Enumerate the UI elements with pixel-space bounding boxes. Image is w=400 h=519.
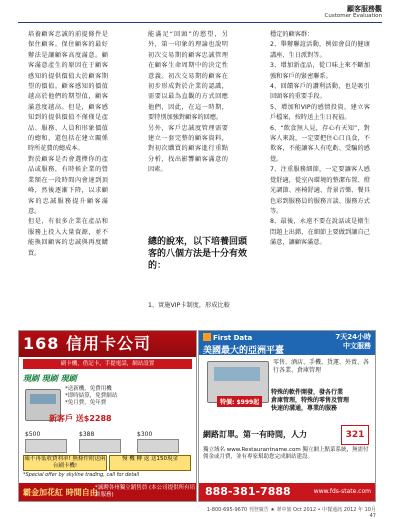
number-badge: 321 — [341, 425, 369, 445]
ad-headline: 網路訂單。第一有時間，人力 — [203, 430, 307, 439]
product-image-icon — [79, 439, 121, 453]
article-column-middle — [148, 30, 228, 176]
logo-mark-icon — [203, 333, 211, 341]
credit-card-ad — [18, 330, 197, 502]
product-price: $300 — [137, 431, 153, 438]
phone-number[interactable]: 888-381-7888 — [205, 485, 291, 498]
service-hours — [335, 333, 371, 351]
ad-footer-left: 霸金加花紅 時間自由 — [23, 488, 98, 497]
hours-line: 中文服務 — [343, 342, 371, 350]
list-item: 快速的溝通，專業的服務 — [271, 405, 338, 412]
ad-services: 刷卡機，借記卡，手提電話，網站設置 — [23, 359, 192, 369]
paragraph: 穩定的顧客群： — [270, 31, 314, 38]
list-item: *免月費，免年費 — [65, 400, 107, 406]
brand-logo — [203, 333, 252, 342]
first-data-ad — [198, 330, 376, 502]
section-title-en: Customer Evaluation — [324, 13, 382, 19]
website-link[interactable]: www.fds-state.com — [313, 488, 371, 495]
promo-box: 確不再低收費利率! 無條件附送兩台刷卡機! — [24, 456, 106, 469]
list-item: *即時結算，免費網站 — [65, 393, 118, 399]
hours-line: 7天24小時 — [335, 333, 371, 341]
list-item: 5、增加和VIP的感情投資，建立客戶檔案，按時送上生日祝福。 — [270, 103, 370, 122]
ad-bullets — [65, 386, 117, 407]
list-item: 6、“飲食無人見，存心有天知”，對客人來說，一定要把住心口良食，不欺客，不能讓客人有吃虧、受騙的感覺。 — [270, 124, 370, 163]
paragraph: 1、實施VIP卡制度，形成比較 — [148, 302, 230, 309]
paragraph: 另外，客戶忠誠度管理需要建立一套完整的顧客資料，對初次購買的顧客進行重點分析，找出影響顧客滿意的因素。 — [148, 124, 228, 174]
offer-label: 新客戶 — [49, 414, 73, 423]
list-item: 8、最後，永遠不要在說話或是衛生問題上出錯，在細節上要做到讓自己滿意，讓顧客滿意。 — [270, 218, 370, 247]
list-item: 2、舉辦聯誼活動，例如會員的健康講座、生日派對等。 — [270, 41, 370, 59]
article-column-left — [28, 30, 108, 259]
ad-footer — [19, 483, 196, 501]
new-customer-offer — [49, 413, 112, 424]
paragraph: 培養顧客忠誠的前提條件是保住顧客。保住顧客的最好辦法是讓顧客高度滿意。顧客滿意產生的原因在于顧客感知的提供價值大於顧客期望的價值。顧客感知的價值越高於他們的期望值，顧客滿意度越高。但是，顧客感知到的提供價值不僅僅是產品、服務、人員和形象價值的總和，還包括在建立關係時所花費的總成本。 — [28, 31, 108, 153]
price-badge: 特價: $999起 — [217, 396, 262, 407]
product-image-icon — [25, 439, 67, 453]
ad-title: 168 信用卡公司 — [23, 334, 151, 353]
ad-services: 零售、酒店、手機、貨運、外賣、各行各業、倉庫管理 — [273, 359, 370, 374]
product-image-icon — [137, 439, 179, 453]
ad-slogan: 美國最大的亞洲平臺 — [203, 346, 285, 356]
paragraph: 對於顧客是否會選擇你的產品或服務，有時候企業的營業額在一段時間內會達到頂峰，然後逐漸下降，以求顧客的忠誠服務提升顧客滿意。 — [28, 155, 108, 215]
list-item: *送新機，免費用機 — [65, 386, 112, 392]
paragraph: 能滿足“回頭”的慾望，另外，第一印象的理論也說明初次交易期的顧客忠誠管理在顧客生命周期中的決定性意義。初次交易期的顧客在初步形成對於企業的認識，需要以最為直觀的方式回應他們，因此，在這一時期，要特別加強對顧客的回應。 — [148, 31, 228, 122]
list-item: 7、注重服務細節，一定要讓客人感覺舒適，從室內環境的整潔布置、燈光調節、座椅舒適、背景音樂、餐具色彩到服務員的服務言談、服務方式等。 — [270, 166, 370, 215]
ad-footer — [199, 483, 375, 501]
product-price: $388 — [79, 431, 95, 438]
brand-name: First Data — [213, 334, 253, 342]
product-price: $500 — [25, 431, 41, 438]
header-rule — [18, 22, 382, 23]
list-item: 倉庫管理，特殊的零售及管理 — [271, 397, 350, 404]
article-column-right — [270, 30, 370, 249]
list-item: 4、回饋客戶的讚利活動，也是吸引回頭客的重要手段。 — [270, 83, 370, 101]
pull-quote: 總的說來，以下培養回頭客的八個方法是十分有效的： — [148, 237, 248, 271]
ad-body: 獨立域名 www.Restaurantname.com 獨立網上點菜系統，無需付佣金或月費，並有專家幫助您完成網站建設。 — [203, 447, 369, 460]
offer-price: 送$2288 — [75, 414, 112, 423]
paragraph: 但是，有很多企業在產品和服務上投入大量資源，並不能換回顧客的忠誠與再度購買。 — [28, 218, 108, 257]
list-item: 特殊的軟件開發，發各行業 — [271, 389, 344, 396]
section-header — [325, 6, 382, 20]
promo-box: 慢 機 轉 返 送150現金 — [109, 455, 191, 471]
ad-footer-right: *誠聘各州獨立銷售員 (本公司提供所有培訓服務) — [95, 485, 196, 498]
ad-note: *Special offer by skyline trading, call for detail — [23, 472, 140, 478]
ad-tagline: 現刷 現刷 現刷 — [23, 374, 77, 383]
ad-features — [271, 389, 371, 413]
list-item: 3、增加新產品，從口味上來不斷加強和客戶的緊密聯系。 — [270, 62, 370, 80]
section-title-zh: 顧客服務觀 — [347, 5, 382, 13]
page-footer: 1-800-695-9670 刊登廣告 ★ 翠中旅 Oct 2012 • 中餐通訊 2012 年 10月 47 — [206, 507, 376, 519]
